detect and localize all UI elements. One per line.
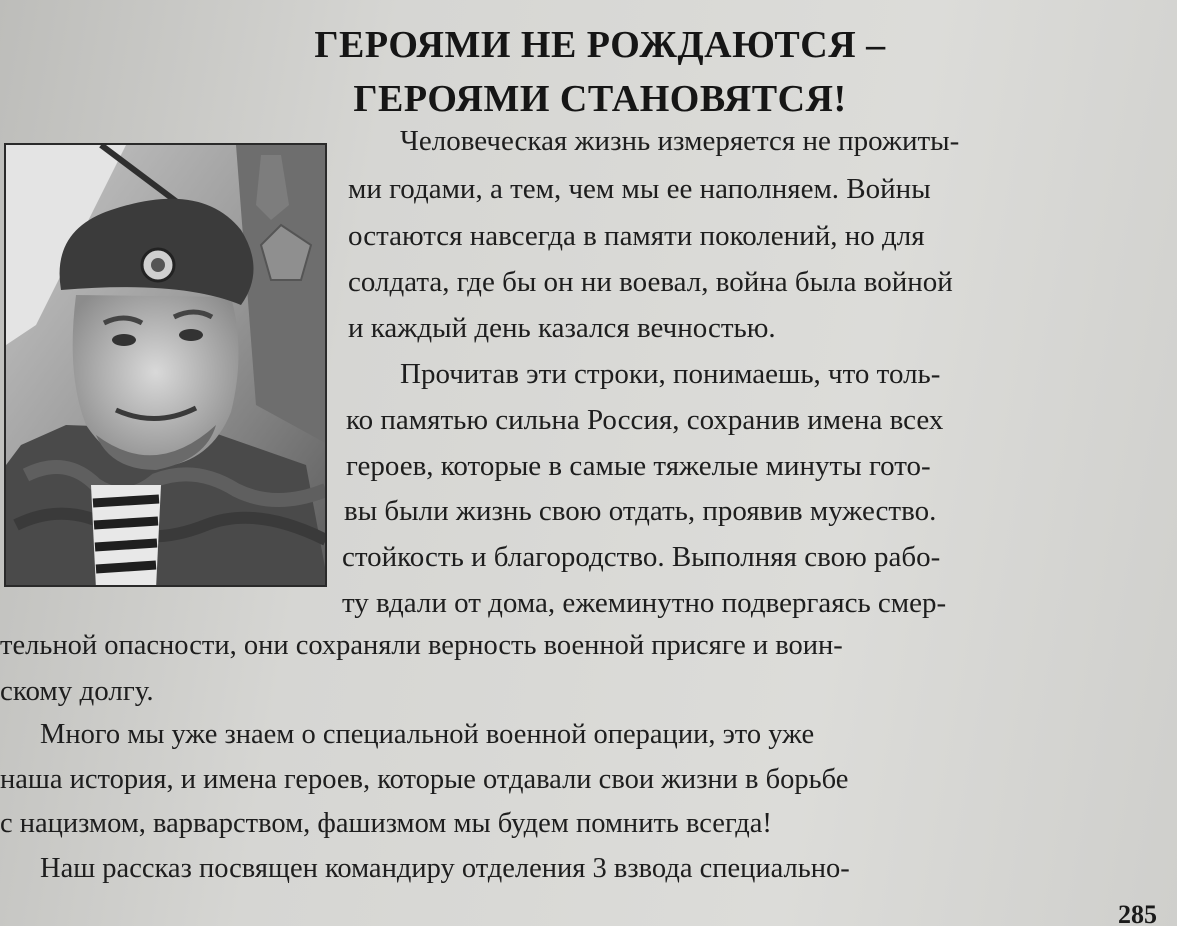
text-line-5: и каждый день казался вечностью.: [348, 312, 776, 344]
text-line-1: Человеческая жизнь измеряется не прожиты-: [400, 125, 960, 157]
soldier-portrait-photo: [4, 143, 327, 587]
page-number: 285: [1118, 900, 1157, 926]
text-line-6: Прочитав эти строки, понимаешь, что толь-: [400, 358, 941, 390]
heading-line-2: ГЕРОЯМИ СТАНОВЯТСЯ!: [353, 78, 847, 120]
text-line-14: Много мы уже знаем о специальной военной операции, это уже: [40, 719, 815, 750]
text-line-10: стойкость и благородство. Выполняя свою рабо-: [342, 541, 941, 573]
text-line-15: наша история, и имена героев, которые отдавали свои жизни в борьбе: [0, 764, 849, 795]
text-line-9: вы были жизнь свою отдать, проявив мужество.: [344, 495, 937, 527]
heading-line-1: ГЕРОЯМИ НЕ РОЖДАЮТСЯ –: [314, 24, 886, 66]
text-line-8: героев, которые в самые тяжелые минуты гото-: [346, 450, 931, 482]
text-line-13: скому долгу.: [0, 675, 154, 707]
portrait-illustration: [6, 145, 327, 587]
text-line-17: Наш рассказ посвящен командиру отделения 3 взвода специально-: [40, 853, 850, 884]
text-line-16: с нацизмом, варварством, фашизмом мы будем помнить всегда!: [0, 808, 772, 839]
text-line-4: солдата, где бы он ни воевал, война была войной: [348, 266, 953, 298]
text-line-7: ко памятью сильна Россия, сохранив имена всех: [346, 404, 944, 436]
text-line-12: тельной опасности, они сохраняли верность военной присяге и воин-: [0, 630, 843, 661]
text-line-2: ми годами, а тем, чем мы ее наполняем. Войны: [348, 173, 931, 205]
text-line-3: остаются навсегда в памяти поколений, но для: [348, 220, 925, 252]
text-line-11: ту вдали от дома, ежеминутно подвергаясь смер-: [342, 587, 947, 619]
